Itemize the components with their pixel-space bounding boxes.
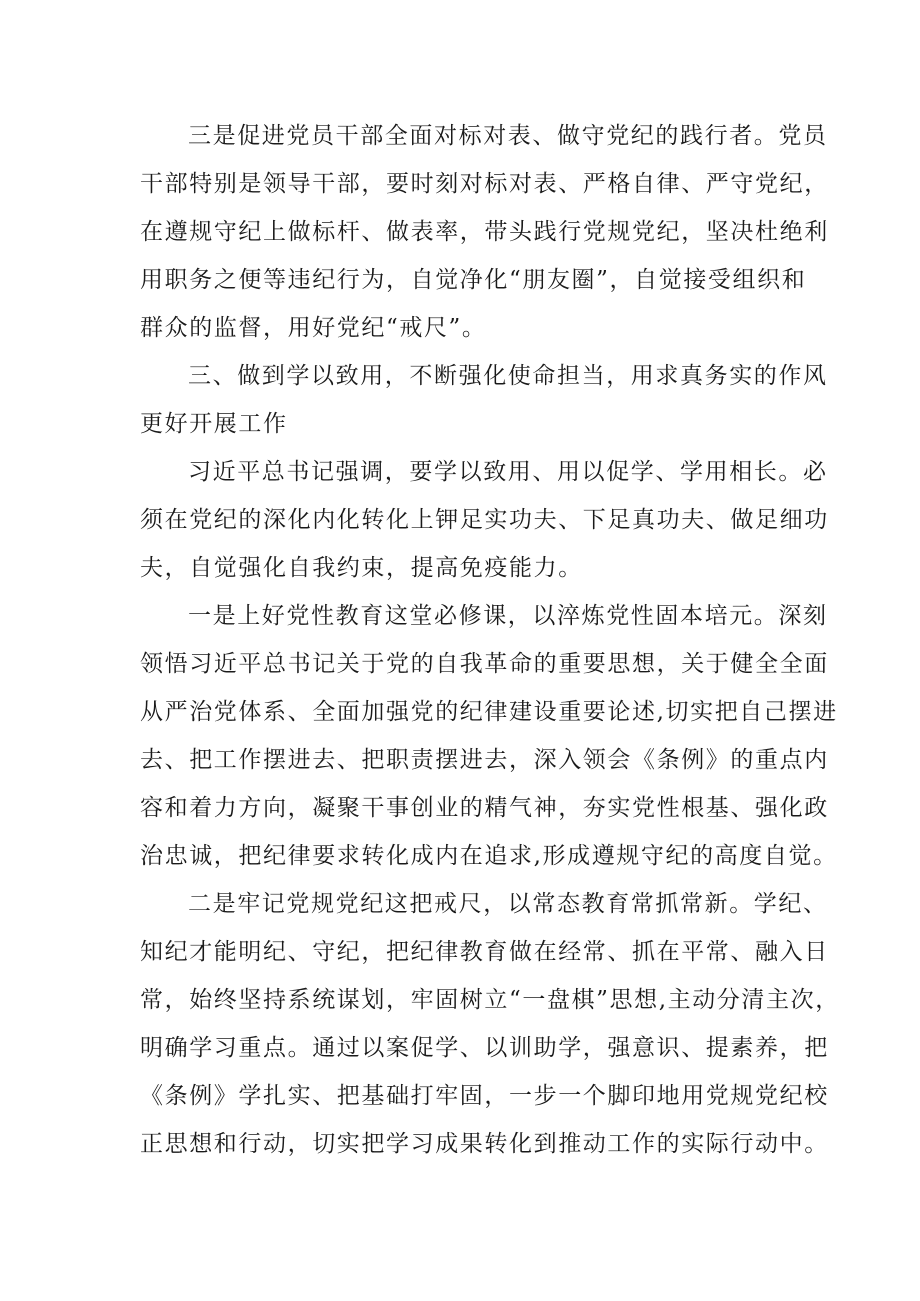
text-line: 领悟习近平总书记关于党的自我革命的重要思想，关于健全全面 — [140, 651, 829, 677]
text-line: 用职务之便等违纪行为，自觉净化“朋友圈”，自觉接受组织和 — [140, 267, 807, 293]
text-line: 干部特别是领导干部，要时刻对标对表、严格自律、严守党纪， — [140, 171, 829, 197]
text-line: 须在党纪的深化内化转化上钾足实功夫、下足真功夫、做足细功 — [140, 507, 829, 533]
text-line: 夫，自觉强化自我约束，提高免疫能力。 — [140, 555, 583, 581]
text-line: 《条例》学扎实、把基础打牢固，一步一个脚印地用党规党纪校 — [140, 1083, 829, 1109]
text-line: 三是促进党员干部全面对标对表、做守党纪的践行者。党员 — [188, 123, 828, 149]
text-line: 正思想和行动，切实把学习成果转化到推动工作的实际行动中。 — [140, 1131, 829, 1157]
text-line: 二是牢记党规党纪这把戒尺，以常态教育常抓常新。学纪、 — [188, 891, 828, 917]
text-line: 从严治党体系、全面加强党的纪律建设重要论述,切实把自己摆进 — [140, 699, 838, 725]
text-line: 一是上好党性教育这堂必修课，以淬炼党性固本培元。深刻 — [188, 603, 828, 629]
text-line: 知纪才能明纪、守纪，把纪律教育做在经常、抓在平常、融入日 — [140, 939, 829, 965]
text-line: 容和着力方向，凝聚干事创业的精气神，夯实党性根基、强化政 — [140, 795, 829, 821]
text-line: 治忠诚，把纪律要求转化成内在追求,形成遵规守纪的高度自觉。 — [140, 843, 838, 869]
text-line: 常，始终坚持系统谋划，牢固树立“一盘棋”思想,主动分清主次， — [140, 987, 840, 1013]
text-line: 习近平总书记强调，要学以致用、用以促学、学用相长。必 — [188, 459, 828, 485]
text-line: 在遵规守纪上做标杆、做表率，带头践行党规党纪，坚决杜绝利 — [140, 219, 829, 245]
section-heading-line: 更好开展工作 — [140, 411, 288, 437]
section-heading-line: 三、做到学以致用，不断强化使命担当，用求真务实的作风 — [188, 363, 828, 389]
text-line: 群众的监督，用好党纪“戒尺”。 — [140, 315, 487, 341]
text-line: 去、把工作摆进去、把职责摆进去，深入领会《条例》的重点内 — [140, 747, 829, 773]
text-line: 明确学习重点。通过以案促学、以训助学，强意识、提素养，把 — [140, 1035, 829, 1061]
